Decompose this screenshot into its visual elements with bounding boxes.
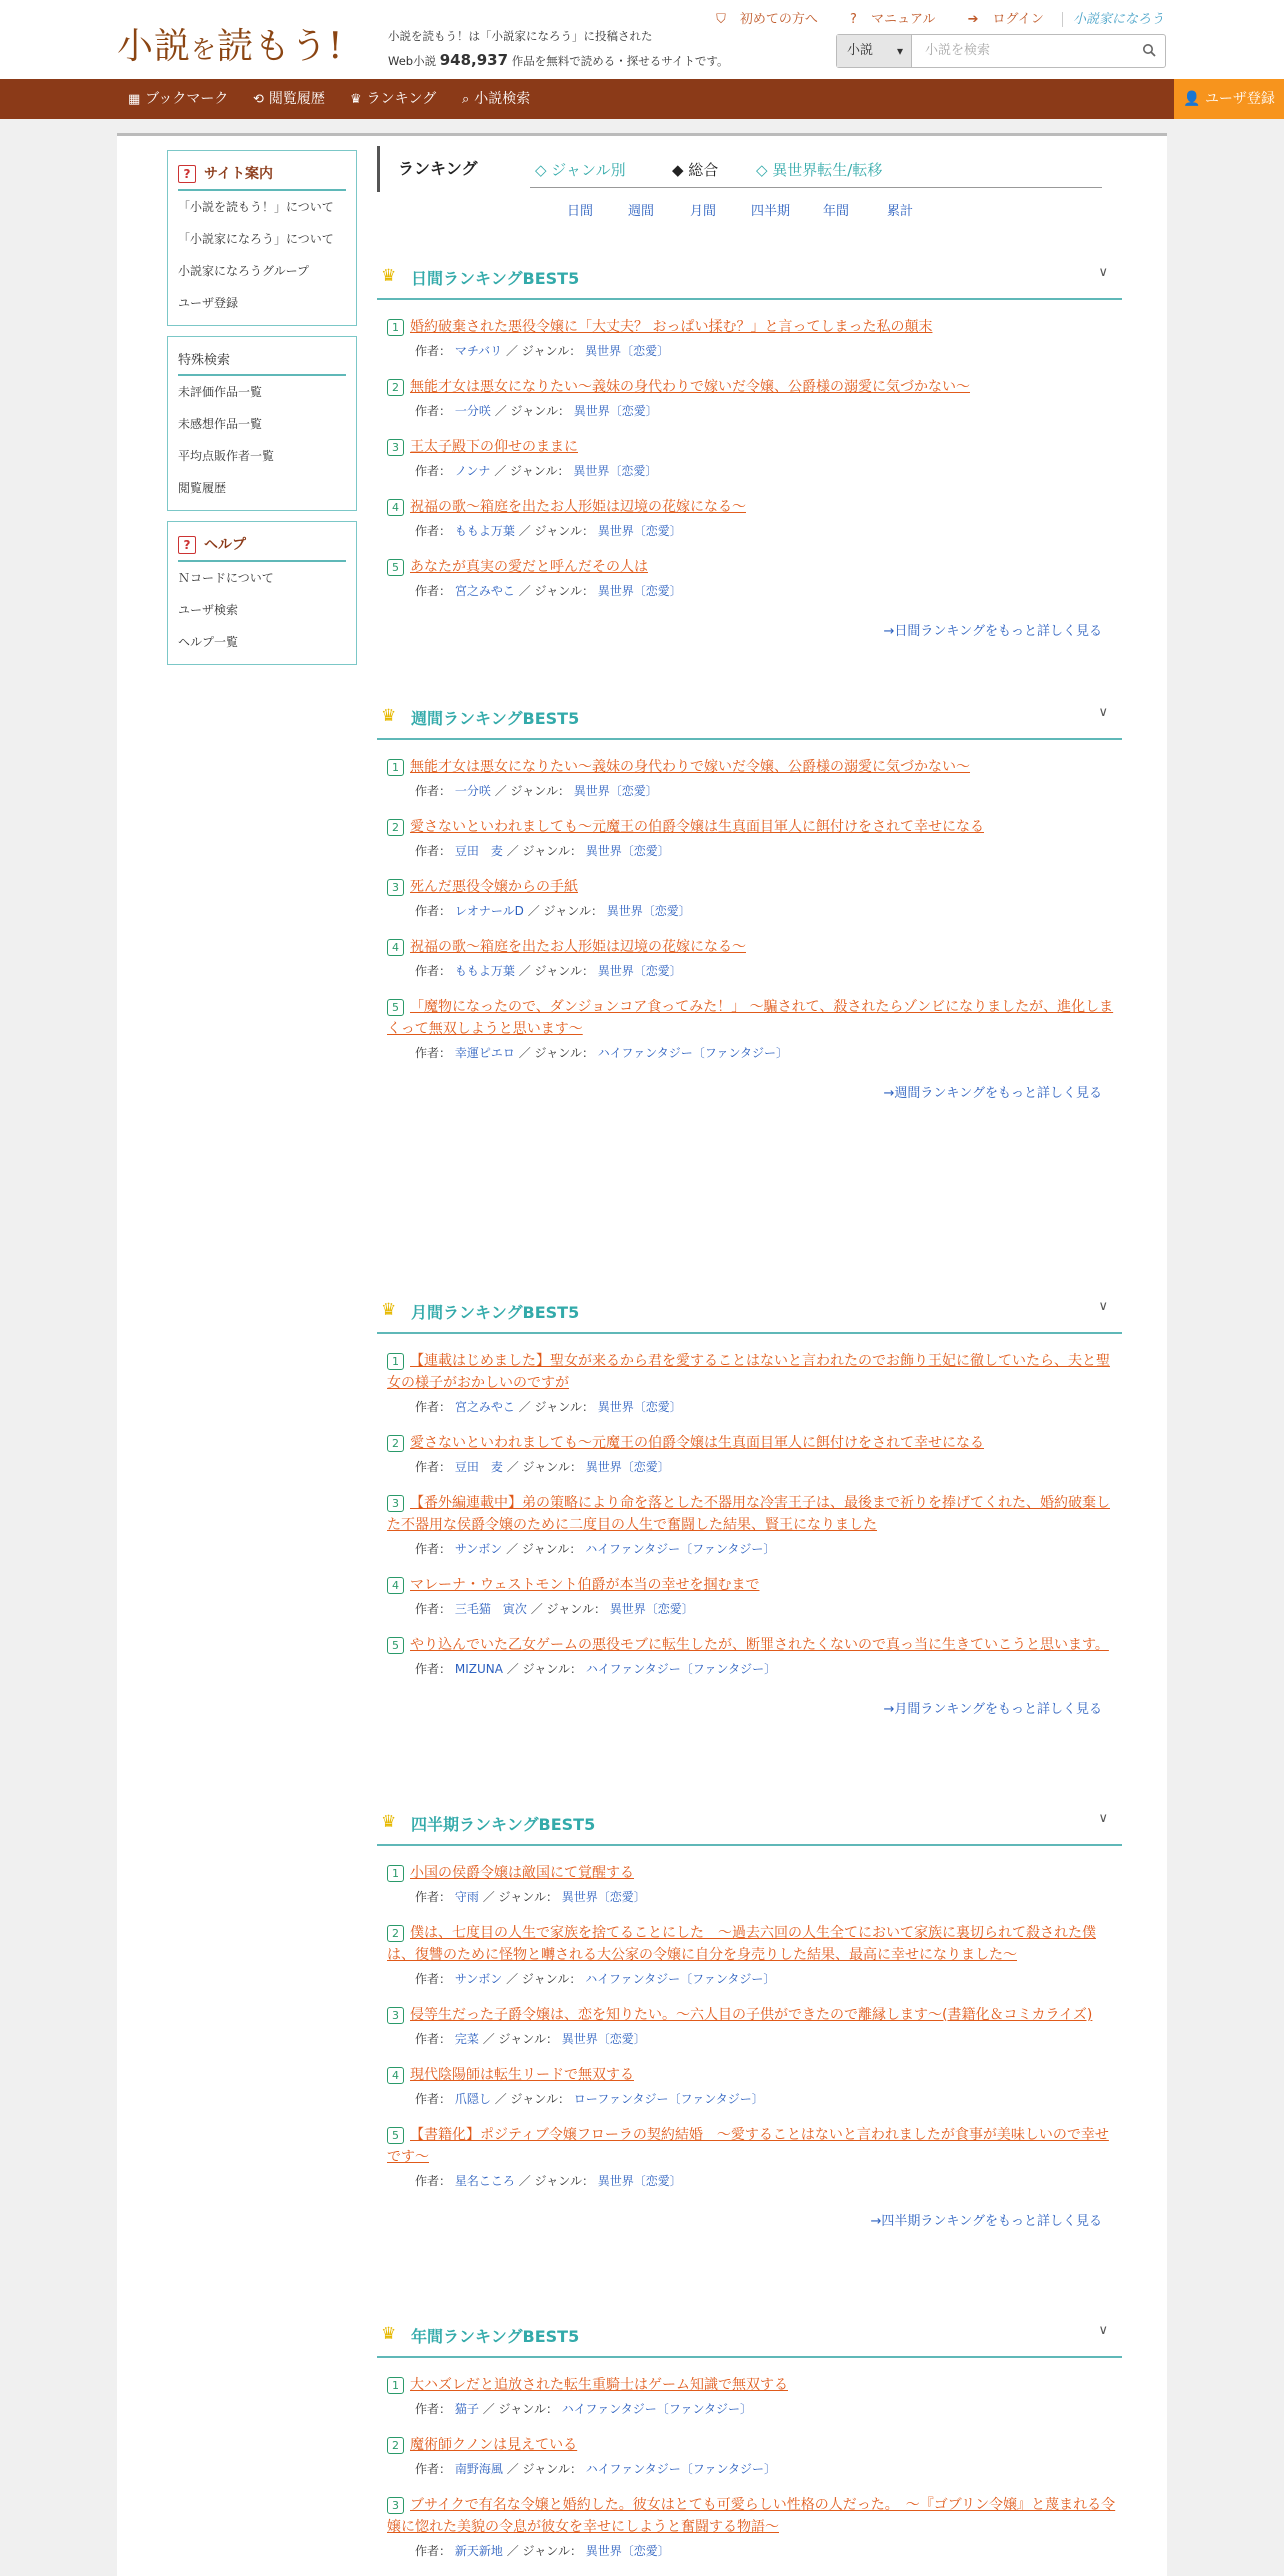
site-guide-title-text: サイト案内 bbox=[204, 166, 274, 182]
novel-title-link[interactable]: 現代陰陽師は転生リードで無双する bbox=[410, 2067, 634, 2083]
author-label: 作者： bbox=[415, 584, 452, 598]
ranking-section bbox=[377, 256, 1122, 639]
period-daily[interactable]: 日間 bbox=[567, 204, 594, 219]
author-link[interactable]: 南野海風 bbox=[454, 2462, 503, 2476]
ranking-entry bbox=[377, 996, 1122, 1062]
author-link[interactable]: マチバリ bbox=[454, 344, 503, 358]
logo-part-3: 読もう! bbox=[217, 26, 344, 67]
genre-link[interactable]: 異世界〔恋愛〕 bbox=[585, 1460, 670, 1474]
site-tagline bbox=[388, 24, 729, 73]
nav-ranking[interactable] bbox=[350, 79, 436, 120]
author-link[interactable]: 新天新地 bbox=[454, 2544, 503, 2558]
section-title: 年間ランキングBEST5 bbox=[411, 2327, 580, 2346]
novel-title-link[interactable]: マレーナ・ウェストモント伯爵が本当の幸せを掴むまで bbox=[410, 1577, 760, 1593]
tab-genre[interactable]: ◇ ジャンル別 bbox=[535, 161, 626, 179]
novel-meta bbox=[415, 842, 1122, 860]
novel-title-link[interactable]: 大ハズレだと追放された転生重騎士はゲーム知識で無双する bbox=[410, 2377, 788, 2393]
author-link[interactable]: レオナールD bbox=[454, 904, 524, 918]
genre-label: ／ ジャンル： bbox=[527, 904, 603, 918]
sidebar-item-user-search[interactable]: ユーザ検索 bbox=[178, 603, 239, 617]
search-box bbox=[836, 34, 1166, 68]
login-icon: ➔ bbox=[967, 12, 979, 27]
section-title: 四半期ランキングBEST5 bbox=[411, 1815, 596, 1834]
genre-link[interactable]: 異世界〔恋愛〕 bbox=[573, 464, 658, 478]
period-quarterly[interactable]: 四半期 bbox=[751, 204, 791, 219]
novel-meta bbox=[415, 2090, 1122, 2108]
novel-title-link[interactable]: 無能才女は悪女になりたい～義妹の身代わりで嫁いだ令嬢、公爵様の溺愛に気づかない～ bbox=[410, 379, 970, 395]
ranking-entry bbox=[377, 816, 1122, 860]
author-label: 作者： bbox=[415, 1542, 452, 1556]
crown-icon: ♛ bbox=[381, 2324, 397, 2344]
novel-meta bbox=[415, 462, 1122, 480]
author-link[interactable]: ノンナ bbox=[454, 464, 491, 478]
user-register-button[interactable] bbox=[1174, 79, 1284, 119]
ranking-entry bbox=[377, 2124, 1122, 2190]
rank-badge: 2 bbox=[387, 379, 404, 396]
genre-link[interactable]: 異世界〔恋愛〕 bbox=[585, 844, 670, 858]
genre-link[interactable]: ハイファンタジー〔ファンタジー〕 bbox=[585, 1662, 777, 1676]
search-type-value: 小説 bbox=[847, 43, 874, 58]
logo-part-1: 小説 bbox=[117, 26, 192, 67]
crown-icon: ♛ bbox=[381, 1812, 397, 1832]
genre-label: ／ ジャンル： bbox=[506, 2544, 582, 2558]
rank-badge: 3 bbox=[387, 1495, 404, 1512]
search-icon[interactable] bbox=[1142, 43, 1156, 57]
author-link[interactable]: 星名こころ bbox=[454, 2174, 515, 2188]
genre-label: ／ ジャンル： bbox=[494, 784, 570, 798]
author-label: 作者： bbox=[415, 1662, 452, 1676]
genre-link[interactable]: 異世界〔恋愛〕 bbox=[561, 1890, 646, 1904]
sidebar bbox=[167, 150, 357, 675]
rank-badge: 5 bbox=[387, 2127, 404, 2144]
novel-title-link[interactable]: 祝福の歌～箱庭を出たお人形姫は辺境の花嫁になる～ bbox=[410, 499, 746, 515]
novel-title-link[interactable]: 婚約破棄された悪役令嬢に「大丈夫？ おっぱい揉む？」と言ってしまった私の顛末 bbox=[410, 319, 933, 335]
rank-badge: 1 bbox=[387, 1353, 404, 1370]
author-label: 作者： bbox=[415, 2032, 452, 2046]
novel-meta bbox=[415, 2030, 1122, 2048]
author-label: 作者： bbox=[415, 2092, 452, 2106]
genre-label: ／ ジャンル： bbox=[506, 1972, 582, 1986]
genre-label: ／ ジャンル： bbox=[506, 1460, 582, 1474]
ranking-entry bbox=[377, 496, 1122, 540]
author-label: 作者： bbox=[415, 524, 452, 538]
genre-label: ／ ジャンル： bbox=[506, 2462, 582, 2476]
genre-link[interactable]: ローファンタジー〔ファンタジー〕 bbox=[573, 2092, 764, 2106]
author-link[interactable]: 幸運ピエロ bbox=[454, 1046, 515, 1060]
sidebar-item-narou-group[interactable]: 小説家になろうグループ bbox=[178, 264, 310, 278]
novel-meta bbox=[415, 782, 1122, 800]
ranking-entry bbox=[377, 436, 1122, 480]
genre-label: ／ ジャンル： bbox=[518, 524, 594, 538]
novel-title-link[interactable]: 愛さないといわれましても～元魔王の伯爵令嬢は生真面目軍人に餌付けをされて幸せになる bbox=[410, 819, 984, 835]
help-icon: ? bbox=[178, 165, 196, 183]
novel-meta bbox=[415, 902, 1122, 920]
rank-badge: 2 bbox=[387, 2437, 404, 2454]
author-link[interactable]: サンボン bbox=[454, 1542, 503, 1556]
genre-link[interactable]: ハイファンタジー〔ファンタジー〕 bbox=[585, 1542, 776, 1556]
novel-meta bbox=[415, 402, 1122, 420]
novel-title-link[interactable]: ブサイクで有名な令嬢と婚約した。彼女はとても可愛らしい性格の人だった。 ～『ゴブリン令嬢』と蔑まれる令嬢に惚れた美貌の令息が彼女を幸せにしようと奮闘する物語～ bbox=[387, 2497, 1116, 2535]
chevron-down-icon[interactable]: ∨ bbox=[1098, 2323, 1108, 2338]
beginner-link-label: 初めての方へ bbox=[739, 12, 818, 27]
author-link[interactable]: MIZUNA bbox=[454, 1662, 503, 1676]
chevron-down-icon[interactable]: ∨ bbox=[1098, 1811, 1108, 1826]
author-link[interactable]: 爪隠し bbox=[454, 2092, 491, 2106]
more-ranking-link[interactable]: →週間ランキングをもっと詳しく見る bbox=[883, 1086, 1102, 1101]
novel-meta bbox=[415, 1600, 1122, 1618]
author-link[interactable]: 宮之みやこ bbox=[454, 584, 515, 598]
tagline-suffix: 作品を無料で読める・探せるサイトです。 bbox=[511, 54, 729, 68]
novel-title-link[interactable]: 「魔物になったので、ダンジョンコア食ってみた！」 ～騙されて、殺されたらゾンビになりましたが、進化しまくって無双しようと思います～ bbox=[387, 999, 1114, 1037]
ranking-entry bbox=[377, 2004, 1122, 2048]
author-label: 作者： bbox=[415, 1460, 452, 1474]
genre-link[interactable]: 異世界〔恋愛〕 bbox=[585, 2544, 670, 2558]
section-header[interactable] bbox=[377, 256, 1122, 300]
ranking-entry bbox=[377, 2374, 1122, 2418]
genre-label: ／ ジャンル： bbox=[482, 2032, 558, 2046]
tab-underline bbox=[530, 187, 1102, 188]
crown-icon: ♛ bbox=[381, 266, 397, 286]
ranking-section bbox=[377, 1802, 1122, 2229]
tagline-prefix: Web小説 bbox=[388, 54, 437, 68]
genre-label: ／ ジャンル： bbox=[518, 2174, 594, 2188]
author-label: 作者： bbox=[415, 2174, 452, 2188]
rank-badge: 4 bbox=[387, 2067, 404, 2084]
novel-title-link[interactable]: 無能才女は悪女になりたい～義妹の身代わりで嫁いだ令嬢、公爵様の溺愛に気づかない～ bbox=[410, 759, 970, 775]
help-title-text: ヘルプ bbox=[204, 537, 246, 553]
novel-meta bbox=[415, 962, 1122, 980]
section-title: 月間ランキングBEST5 bbox=[411, 1303, 580, 1322]
rank-badge: 3 bbox=[387, 879, 404, 896]
author-label: 作者： bbox=[415, 2462, 452, 2476]
manual-link-label: マニュアル bbox=[870, 12, 936, 27]
novel-title-link[interactable]: 王太子殿下の仰せのままに bbox=[410, 439, 578, 455]
rank-badge: 4 bbox=[387, 1577, 404, 1594]
sidebar-item-average-authors[interactable]: 平均点販作者一覧 bbox=[178, 449, 275, 463]
ranking-entry bbox=[377, 1432, 1122, 1476]
manual-link[interactable] bbox=[836, 12, 935, 27]
ranking-section bbox=[377, 1290, 1122, 1717]
ranking-main bbox=[377, 146, 1122, 2558]
novel-meta bbox=[415, 1398, 1122, 1416]
novel-meta bbox=[415, 1540, 1122, 1558]
author-link[interactable]: 一分咲 bbox=[454, 404, 491, 418]
author-label: 作者： bbox=[415, 464, 452, 478]
period-links bbox=[377, 192, 1122, 232]
period-weekly[interactable]: 週間 bbox=[628, 204, 655, 219]
tagline-line1: 小説を読もう！は「小説家になろう」に投稿された bbox=[388, 29, 653, 43]
rank-badge: 1 bbox=[387, 1865, 404, 1882]
ranking-entry bbox=[377, 1350, 1122, 1416]
section-header[interactable] bbox=[377, 1290, 1122, 1334]
ranking-entry bbox=[377, 1634, 1122, 1678]
author-link[interactable]: ももよ万葉 bbox=[454, 964, 515, 978]
author-label: 作者： bbox=[415, 2544, 452, 2558]
rank-badge: 5 bbox=[387, 999, 404, 1016]
bookmark-list-icon: ▦ bbox=[128, 92, 141, 107]
novel-title-link[interactable]: 小国の侯爵令嬢は敵国にて覚醒する bbox=[410, 1865, 634, 1881]
ranking-entry bbox=[377, 376, 1122, 420]
genre-link[interactable]: 異世界〔恋愛〕 bbox=[597, 1400, 682, 1414]
sidebar-item-history[interactable]: 閲覧履歴 bbox=[178, 481, 227, 495]
period-monthly[interactable]: 月間 bbox=[690, 204, 717, 219]
sidebar-item-about-yomou[interactable]: 「小説を読もう！」について bbox=[178, 200, 334, 214]
author-label: 作者： bbox=[415, 844, 452, 858]
author-link[interactable]: 完菜 bbox=[454, 2032, 479, 2046]
genre-link[interactable]: ハイファンタジー〔ファンタジー〕 bbox=[585, 2462, 776, 2476]
rank-badge: 1 bbox=[387, 2377, 404, 2394]
author-label: 作者： bbox=[415, 784, 452, 798]
period-total[interactable]: 累計 bbox=[887, 204, 914, 219]
crown-icon: ♛ bbox=[381, 706, 397, 726]
sidebar-item-no-review[interactable]: 未感想作品一覧 bbox=[178, 417, 263, 431]
author-link[interactable]: 猫子 bbox=[454, 2402, 479, 2416]
novel-title-link[interactable]: 【番外編連載中】弟の策略により命を落とした不器用な冷害王子は、最後まで祈りを捧げてくれた、婚約破棄した不器用な侯爵令嬢のために二度目の人生で奮闘した結果、賢王になりました bbox=[387, 1495, 1110, 1533]
section-header[interactable] bbox=[377, 1802, 1122, 1846]
author-label: 作者： bbox=[415, 904, 452, 918]
novel-meta bbox=[415, 1660, 1122, 1678]
novel-meta bbox=[415, 582, 1122, 600]
genre-label: ／ ジャンル： bbox=[494, 464, 570, 478]
more-ranking-link[interactable]: →月間ランキングをもっと詳しく見る bbox=[883, 1702, 1102, 1717]
genre-link[interactable]: 異世界〔恋愛〕 bbox=[597, 2174, 682, 2188]
section-title: 週間ランキングBEST5 bbox=[411, 709, 580, 728]
search-input[interactable]: 小説を検索 bbox=[925, 43, 991, 58]
author-label: 作者： bbox=[415, 2402, 452, 2416]
ranking-entry bbox=[377, 2434, 1122, 2478]
rank-badge: 4 bbox=[387, 939, 404, 956]
novel-title-link[interactable]: 愛さないといわれましても～元魔王の伯爵令嬢は生真面目軍人に餌付けをされて幸せになる bbox=[410, 1435, 984, 1451]
nav-history-label: 閲覧履歴 bbox=[268, 91, 325, 107]
novel-title-link[interactable]: 僕は、七度目の人生で家族を捨てることにした ～過去六回の人生全てにおいて家族に裏切られて殺された僕は、復讐のために怪物と囀される大公家の令嬢に自分を身売りした結果、最高に幸せになりました～ bbox=[387, 1925, 1096, 1963]
site-logo[interactable] bbox=[117, 18, 344, 69]
search-icon: ⌕ bbox=[462, 92, 470, 107]
rank-badge: 3 bbox=[387, 2007, 404, 2024]
novel-title-link[interactable]: 【連載はじめました】聖女が来るから君を愛することはないと言われたのでお飾り王妃に徹していたら、夫と聖女の様子がおかしいのですが bbox=[387, 1353, 1110, 1391]
author-link[interactable]: 豆田 麦 bbox=[454, 844, 503, 858]
rank-badge: 3 bbox=[387, 439, 404, 456]
sidebar-item-unrated[interactable]: 未評価作品一覧 bbox=[178, 385, 263, 399]
author-label: 作者： bbox=[415, 404, 452, 418]
genre-link[interactable]: ハイファンタジー〔ファンタジー〕 bbox=[561, 2402, 752, 2416]
main-nav bbox=[0, 79, 1284, 119]
tab-overall[interactable]: ◆ 総合 bbox=[672, 161, 719, 179]
sidebar-item-user-register[interactable]: ユーザ登録 bbox=[178, 296, 239, 310]
novel-title-link[interactable]: 魔術師クノンは見えている bbox=[410, 2437, 578, 2453]
ranking-section bbox=[377, 696, 1122, 1101]
crown-icon: ♛ bbox=[381, 1300, 397, 1320]
genre-link[interactable]: ハイファンタジー〔ファンタジー〕 bbox=[597, 1046, 788, 1060]
sidebar-item-help-list[interactable]: ヘルプ一覧 bbox=[178, 635, 239, 649]
author-link[interactable]: 一分咲 bbox=[454, 784, 491, 798]
author-link[interactable]: 豆田 麦 bbox=[454, 1460, 503, 1474]
nav-history[interactable] bbox=[253, 79, 325, 120]
rank-badge: 2 bbox=[387, 1925, 404, 1942]
author-link[interactable]: 宮之みやこ bbox=[454, 1400, 515, 1414]
genre-label: ／ ジャンル： bbox=[518, 1400, 594, 1414]
crown-icon: ♛ bbox=[350, 92, 362, 107]
ranking-entry bbox=[377, 556, 1122, 600]
ranking-entry bbox=[377, 756, 1122, 800]
novel-meta bbox=[415, 1044, 1122, 1062]
login-link[interactable] bbox=[954, 12, 1044, 27]
ranking-entry bbox=[377, 1922, 1122, 1988]
genre-label: ／ ジャンル： bbox=[518, 964, 594, 978]
genre-label: ／ ジャンル： bbox=[494, 2092, 570, 2106]
special-search-title: 特殊検索 bbox=[178, 341, 346, 376]
genre-link[interactable]: 異世界〔恋愛〕 bbox=[597, 524, 682, 538]
help-icon: ? bbox=[178, 536, 196, 554]
genre-label: ／ ジャンル： bbox=[530, 1602, 606, 1616]
author-label: 作者： bbox=[415, 964, 452, 978]
genre-link[interactable]: 異世界〔恋愛〕 bbox=[609, 1602, 694, 1616]
ranking-entry bbox=[377, 2064, 1122, 2108]
chevron-down-icon[interactable]: ∨ bbox=[1098, 1299, 1108, 1314]
novel-meta bbox=[415, 2542, 1122, 2560]
novel-meta bbox=[415, 522, 1122, 540]
section-title: 日間ランキングBEST5 bbox=[411, 269, 580, 288]
novel-meta bbox=[415, 2400, 1122, 2418]
nav-search[interactable] bbox=[462, 79, 530, 120]
logo-part-2: を bbox=[191, 35, 218, 64]
rank-badge: 5 bbox=[387, 1637, 404, 1654]
help-title bbox=[178, 526, 346, 562]
ranking-section bbox=[377, 2314, 1122, 2560]
ranking-entry bbox=[377, 316, 1122, 360]
user-icon: 👤 bbox=[1183, 91, 1201, 107]
novel-title-link[interactable]: 祝福の歌～箱庭を出たお人形姫は辺境の花嫁になる～ bbox=[410, 939, 746, 955]
special-search-box bbox=[167, 336, 357, 511]
genre-link[interactable]: 異世界〔恋愛〕 bbox=[597, 964, 682, 978]
rank-badge: 3 bbox=[387, 2497, 404, 2514]
genre-link[interactable]: 異世界〔恋愛〕 bbox=[561, 2032, 646, 2046]
genre-label: ／ ジャンル： bbox=[506, 844, 582, 858]
tab-isekai[interactable]: ◇ 異世界転生/転移 bbox=[756, 161, 883, 179]
site-guide-box bbox=[167, 150, 357, 326]
novel-title-link[interactable]: 【書籍化】ポジティブ令嬢フローラの契約結婚 ～愛することはないと言われましたが食事が美味しいので幸せです～ bbox=[387, 2127, 1109, 2165]
genre-link[interactable]: ハイファンタジー〔ファンタジー〕 bbox=[585, 1972, 776, 1986]
novel-meta bbox=[415, 1458, 1122, 1476]
genre-label: ／ ジャンル： bbox=[505, 344, 582, 358]
genre-label: ／ ジャンル： bbox=[518, 1046, 594, 1060]
novel-meta bbox=[415, 1888, 1122, 1906]
sidebar-item-ncode[interactable]: Ｎコードについて bbox=[178, 571, 274, 585]
ranking-entry bbox=[377, 876, 1122, 920]
chevron-down-icon[interactable]: ∨ bbox=[1098, 705, 1108, 720]
rank-badge: 1 bbox=[387, 759, 404, 776]
chevron-down-icon: ▾ bbox=[896, 44, 903, 58]
author-label: 作者： bbox=[415, 1046, 452, 1060]
top-links bbox=[688, 8, 1164, 27]
genre-label: ／ ジャンル： bbox=[518, 584, 594, 598]
history-icon: ⟲ bbox=[253, 92, 264, 107]
chevron-down-icon[interactable]: ∨ bbox=[1098, 265, 1108, 280]
help-circle-icon: ? bbox=[850, 12, 857, 27]
ranking-entry bbox=[377, 936, 1122, 980]
author-link[interactable]: サンボン bbox=[454, 1972, 503, 1986]
novel-title-link[interactable]: やり込んでいた乙女ゲームの悪役モブに転生したが、断罪されたくないので真っ当に生きていこうと思います。 bbox=[410, 1637, 1109, 1653]
novel-meta bbox=[415, 1970, 1122, 1988]
ranking-entry bbox=[377, 1492, 1122, 1558]
author-label: 作者： bbox=[415, 1602, 452, 1616]
work-count: 948,937 bbox=[439, 51, 509, 69]
rank-badge: 1 bbox=[387, 319, 404, 336]
novel-title-link[interactable]: 侵等生だった子爵令嬢は、恋を知りたい。～六人目の子供ができたので離縁します～(書籍化＆コミカライズ) bbox=[410, 2007, 1093, 2023]
rank-badge: 5 bbox=[387, 559, 404, 576]
beginner-link[interactable] bbox=[702, 12, 818, 27]
narou-brand-link[interactable]: 小説家になろう bbox=[1062, 12, 1164, 27]
genre-link[interactable]: 異世界〔恋愛〕 bbox=[573, 784, 658, 798]
rank-badge: 2 bbox=[387, 1435, 404, 1452]
ranking-heading: ランキング bbox=[398, 159, 478, 178]
novel-meta bbox=[415, 342, 1122, 360]
nav-ranking-label: ランキング bbox=[366, 91, 437, 107]
genre-label: ／ ジャンル： bbox=[506, 1662, 583, 1676]
genre-link[interactable]: 異世界〔恋愛〕 bbox=[585, 344, 670, 358]
page-content bbox=[117, 133, 1167, 2576]
ranking-tabs bbox=[377, 146, 1122, 192]
genre-link[interactable]: 異世界〔恋愛〕 bbox=[606, 904, 691, 918]
shield-icon: ⛉ bbox=[716, 12, 726, 27]
rank-badge: 4 bbox=[387, 499, 404, 516]
novel-meta bbox=[415, 2460, 1122, 2478]
author-link[interactable]: 守雨 bbox=[454, 1890, 479, 1904]
author-label: 作者： bbox=[415, 1400, 452, 1414]
author-link[interactable]: 三毛猫 寅次 bbox=[454, 1602, 527, 1616]
author-label: 作者： bbox=[415, 1972, 452, 1986]
author-link[interactable]: ももよ万葉 bbox=[454, 524, 515, 538]
section-header[interactable] bbox=[377, 696, 1122, 740]
novel-title-link[interactable]: あなたが真実の愛だと呼んだその人は bbox=[410, 559, 648, 575]
period-yearly[interactable]: 年間 bbox=[823, 204, 850, 219]
novel-meta bbox=[415, 2172, 1122, 2190]
author-label: 作者： bbox=[415, 344, 452, 358]
search-type-select[interactable] bbox=[837, 35, 912, 67]
nav-search-label: 小説検索 bbox=[474, 91, 531, 107]
genre-link[interactable]: 異世界〔恋愛〕 bbox=[573, 404, 658, 418]
genre-link[interactable]: 異世界〔恋愛〕 bbox=[597, 584, 682, 598]
genre-label: ／ ジャンル： bbox=[494, 404, 570, 418]
site-guide-title bbox=[178, 155, 346, 191]
login-link-label: ログイン bbox=[992, 12, 1044, 27]
genre-label: ／ ジャンル： bbox=[506, 1542, 582, 1556]
more-ranking-link[interactable]: →日間ランキングをもっと詳しく見る bbox=[883, 624, 1102, 639]
rank-badge: 2 bbox=[387, 819, 404, 836]
site-header bbox=[0, 0, 1284, 79]
section-header[interactable] bbox=[377, 2314, 1122, 2358]
ranking-entry bbox=[377, 2494, 1122, 2560]
nav-bookmark[interactable] bbox=[128, 79, 228, 120]
nav-bookmark-label: ブックマーク bbox=[145, 91, 229, 107]
more-ranking-link[interactable]: →四半期ランキングをもっと詳しく見る bbox=[870, 2214, 1102, 2229]
ranking-entry bbox=[377, 1574, 1122, 1618]
user-register-label: ユーザ登録 bbox=[1204, 91, 1275, 107]
genre-label: ／ ジャンル： bbox=[482, 2402, 558, 2416]
help-box bbox=[167, 521, 357, 665]
tagline-line2 bbox=[388, 48, 729, 73]
novel-title-link[interactable]: 死んだ悪役令嬢からの手紙 bbox=[410, 879, 578, 895]
author-label: 作者： bbox=[415, 1890, 452, 1904]
genre-label: ／ ジャンル： bbox=[482, 1890, 558, 1904]
sidebar-item-about-narou[interactable]: 「小説家になろう」について bbox=[178, 232, 334, 246]
ranking-entry bbox=[377, 1862, 1122, 1906]
